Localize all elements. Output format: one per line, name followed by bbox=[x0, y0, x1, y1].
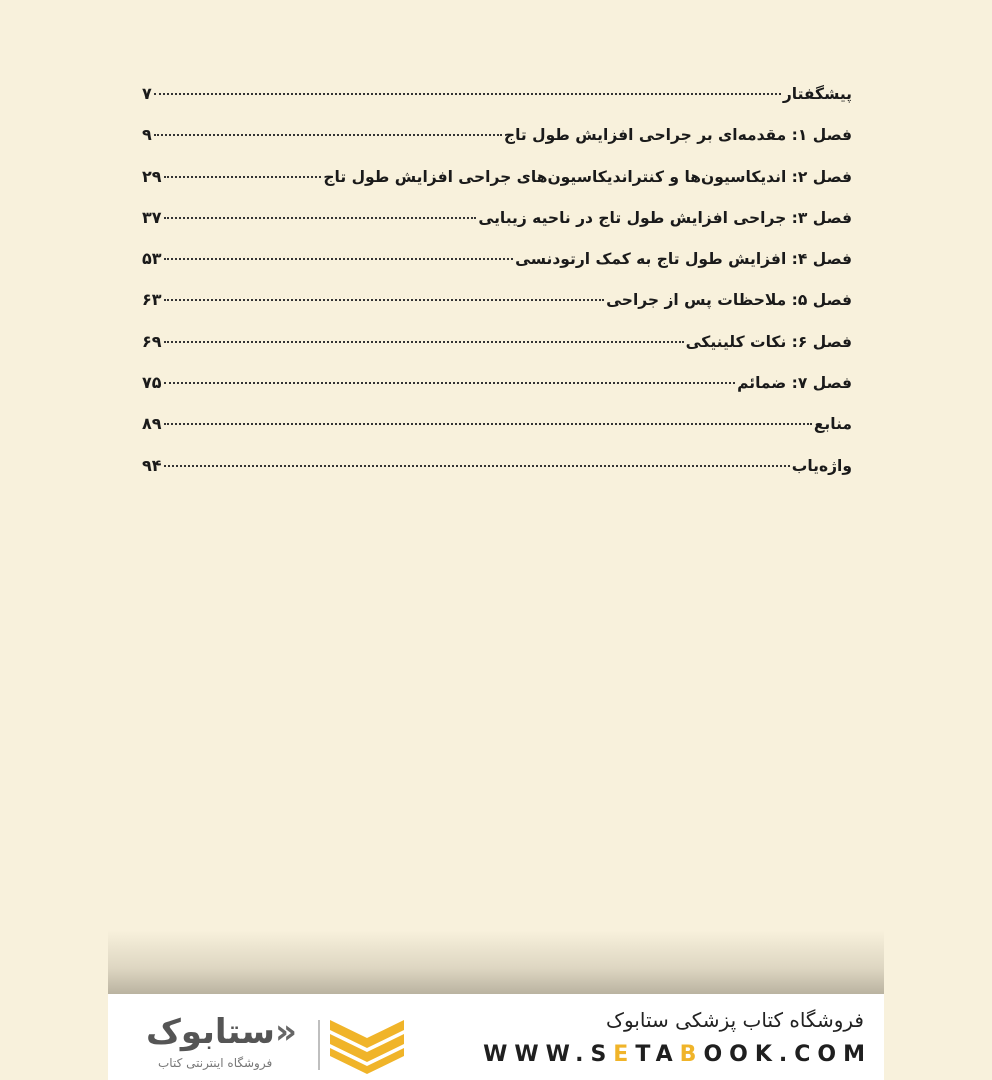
store-url[interactable] bbox=[483, 1042, 872, 1067]
toc-entry-title: واژه‌یاب bbox=[791, 456, 852, 475]
toc-entry-title: فصل ۵: ملاحظات پس از جراحی bbox=[606, 291, 852, 310]
toc-dot-leader bbox=[164, 176, 322, 178]
toc-dot-leader bbox=[164, 258, 514, 260]
book-logo-icon bbox=[330, 1020, 404, 1074]
toc-dot-leader bbox=[164, 217, 477, 219]
toc-entry-title: فصل ۱: مقدمه‌ای بر جراحی افزایش طول تاج bbox=[503, 126, 852, 145]
toc-entry[interactable] bbox=[142, 456, 852, 497]
toc-dot-leader bbox=[154, 93, 781, 95]
toc-entry-title: فصل ۷: ضمائم bbox=[737, 374, 852, 393]
toc-entry-page: ۵۳ bbox=[142, 249, 162, 269]
toc-dot-leader bbox=[164, 299, 605, 301]
table-of-contents bbox=[142, 84, 852, 497]
toc-entry-page: ۶۳ bbox=[142, 290, 162, 310]
toc-entry-title: فصل ۲: اندیکاسیون‌ها و کنتراندیکاسیون‌های جراحی افزایش طول تاج bbox=[323, 167, 852, 186]
store-name: فروشگاه کتاب پزشکی ستابوک bbox=[606, 1008, 864, 1032]
url-highlight-1: E bbox=[613, 1042, 636, 1067]
url-part-2: TA bbox=[635, 1042, 680, 1067]
url-highlight-2: B bbox=[679, 1042, 704, 1067]
url-part-3: OOK.COM bbox=[703, 1042, 872, 1067]
toc-entry[interactable] bbox=[142, 290, 852, 331]
toc-entry-page: ۹۴ bbox=[142, 455, 162, 475]
toc-entry-title: منابع bbox=[813, 415, 852, 434]
toc-entry-page: ۲۹ bbox=[142, 166, 162, 186]
toc-dot-leader bbox=[164, 382, 736, 384]
logo-wordmark bbox=[146, 1012, 297, 1052]
store-footer-banner bbox=[108, 994, 884, 1080]
toc-entry[interactable] bbox=[142, 414, 852, 455]
toc-entry-page: ۳۷ bbox=[142, 207, 162, 227]
toc-dot-leader bbox=[164, 341, 684, 343]
toc-entry-page: ۹ bbox=[142, 125, 152, 145]
toc-entry[interactable] bbox=[142, 125, 852, 166]
toc-entry-page: ۸۹ bbox=[142, 414, 162, 434]
toc-entry-page: ۷۵ bbox=[142, 373, 162, 393]
toc-entry-page: ۶۹ bbox=[142, 331, 162, 351]
toc-dot-leader bbox=[154, 134, 502, 136]
toc-entry[interactable] bbox=[142, 84, 852, 125]
toc-dot-leader bbox=[164, 423, 812, 425]
toc-entry-title: فصل ۳: جراحی افزایش طول تاج در ناحیه زیبایی bbox=[478, 208, 852, 227]
toc-entry-page: ۷ bbox=[142, 84, 152, 103]
toc-entry[interactable] bbox=[142, 167, 852, 208]
toc-entry[interactable] bbox=[142, 332, 852, 373]
toc-dot-leader bbox=[164, 465, 790, 467]
toc-entry[interactable] bbox=[142, 249, 852, 290]
toc-entry-title: فصل ۴: افزایش طول تاج به کمک ارتودنسی bbox=[515, 250, 852, 269]
logo-tagline: فروشگاه اینترنتی کتاب bbox=[158, 1056, 273, 1070]
logo-divider bbox=[318, 1020, 320, 1070]
page-shadow bbox=[108, 930, 884, 994]
logo-word-text: ستابوک bbox=[146, 1012, 275, 1052]
url-part-1: WWW.S bbox=[483, 1042, 614, 1067]
toc-entry-title: پیشگفتار bbox=[782, 85, 852, 103]
toc-entry[interactable] bbox=[142, 208, 852, 249]
toc-entry[interactable] bbox=[142, 373, 852, 414]
logo-arrows: « bbox=[274, 1012, 297, 1052]
toc-entry-title: فصل ۶: نکات کلینیکی bbox=[685, 332, 852, 351]
